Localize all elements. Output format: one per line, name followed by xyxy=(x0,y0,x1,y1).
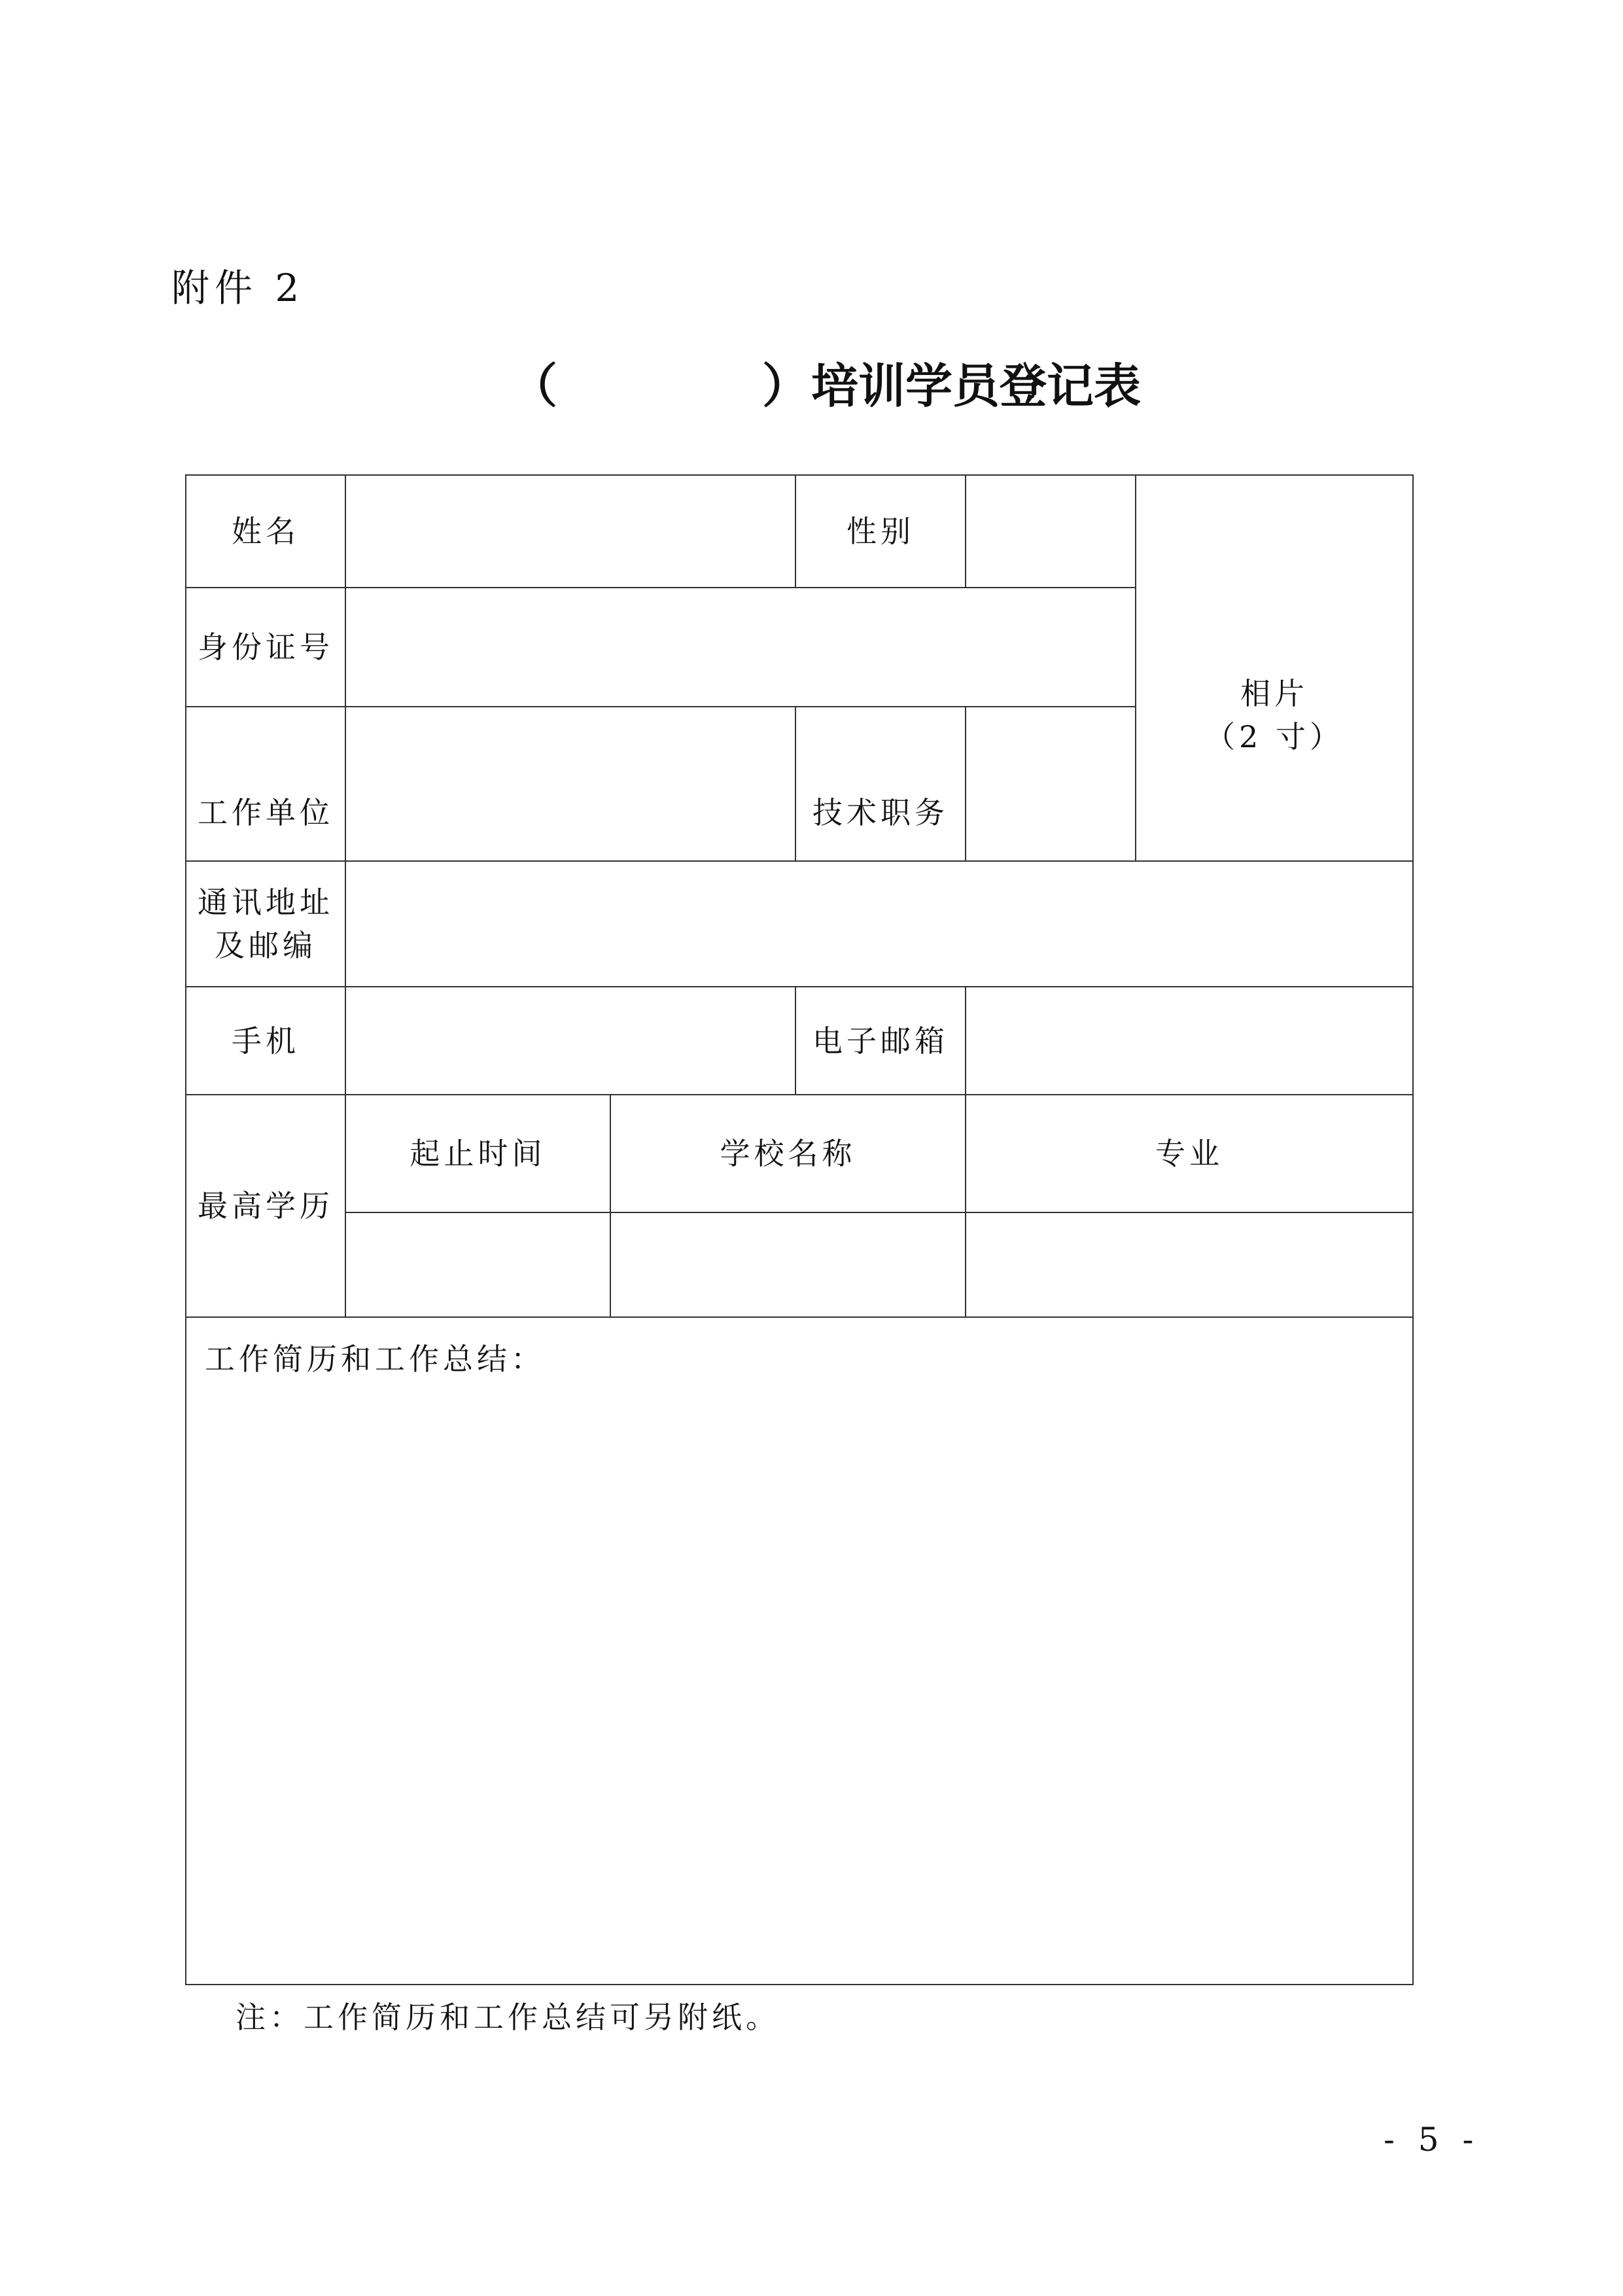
footnote: 注：工作简历和工作总结可另附纸。 xyxy=(236,2000,780,2035)
table-row xyxy=(186,1095,1413,1212)
id-number-label: 身份证号 xyxy=(186,588,345,707)
address-label-line2: 及邮编 xyxy=(215,928,317,963)
table-row xyxy=(186,1317,1413,1985)
id-number-value-cell[interactable] xyxy=(345,588,1136,707)
work-summary-label: 工作简历和工作总结： xyxy=(205,1341,545,1377)
address-label-line1: 通讯地址 xyxy=(198,885,334,920)
education-header-school: 学校名称 xyxy=(610,1095,966,1212)
title-open-paren: （ xyxy=(510,359,558,414)
table-row xyxy=(186,987,1413,1095)
photo-cell xyxy=(1136,475,1413,861)
email-value-cell[interactable] xyxy=(966,987,1413,1095)
mobile-label: 手机 xyxy=(186,987,345,1095)
title-text: 培训学员登记表 xyxy=(811,359,1142,414)
work-unit-label: 工作单位 xyxy=(186,707,345,861)
education-major-value-cell[interactable] xyxy=(966,1212,1413,1317)
education-label: 最高学历 xyxy=(186,1095,345,1317)
education-period-value-cell[interactable] xyxy=(345,1212,610,1317)
gender-label: 性别 xyxy=(795,475,966,588)
photo-label: 相片 xyxy=(1240,676,1308,711)
title-close-paren: ） xyxy=(762,359,810,414)
address-value-cell[interactable] xyxy=(345,861,1413,987)
email-label: 电子邮箱 xyxy=(795,987,966,1095)
tech-title-label: 技术职务 xyxy=(795,707,966,861)
work-summary-cell[interactable] xyxy=(186,1317,1413,1985)
education-header-period: 起止时间 xyxy=(345,1095,610,1212)
education-school-value-cell[interactable] xyxy=(610,1212,966,1317)
work-unit-value-cell[interactable] xyxy=(345,707,795,861)
mobile-value-cell[interactable] xyxy=(345,987,795,1095)
table-row xyxy=(186,475,1413,588)
registration-form-table xyxy=(185,474,1414,1985)
gender-value-cell[interactable] xyxy=(966,475,1136,588)
page-number: - 5 - xyxy=(1384,2121,1480,2159)
tech-title-value-cell[interactable] xyxy=(966,707,1136,861)
attachment-label: 附件 2 xyxy=(171,266,305,310)
address-label xyxy=(186,861,345,987)
name-value-cell[interactable] xyxy=(345,475,795,588)
table-row xyxy=(186,1212,1413,1317)
education-header-major: 专业 xyxy=(966,1095,1413,1212)
name-label: 姓名 xyxy=(186,475,345,588)
photo-size-label: （2 寸） xyxy=(1205,719,1344,754)
table-row xyxy=(186,861,1413,987)
